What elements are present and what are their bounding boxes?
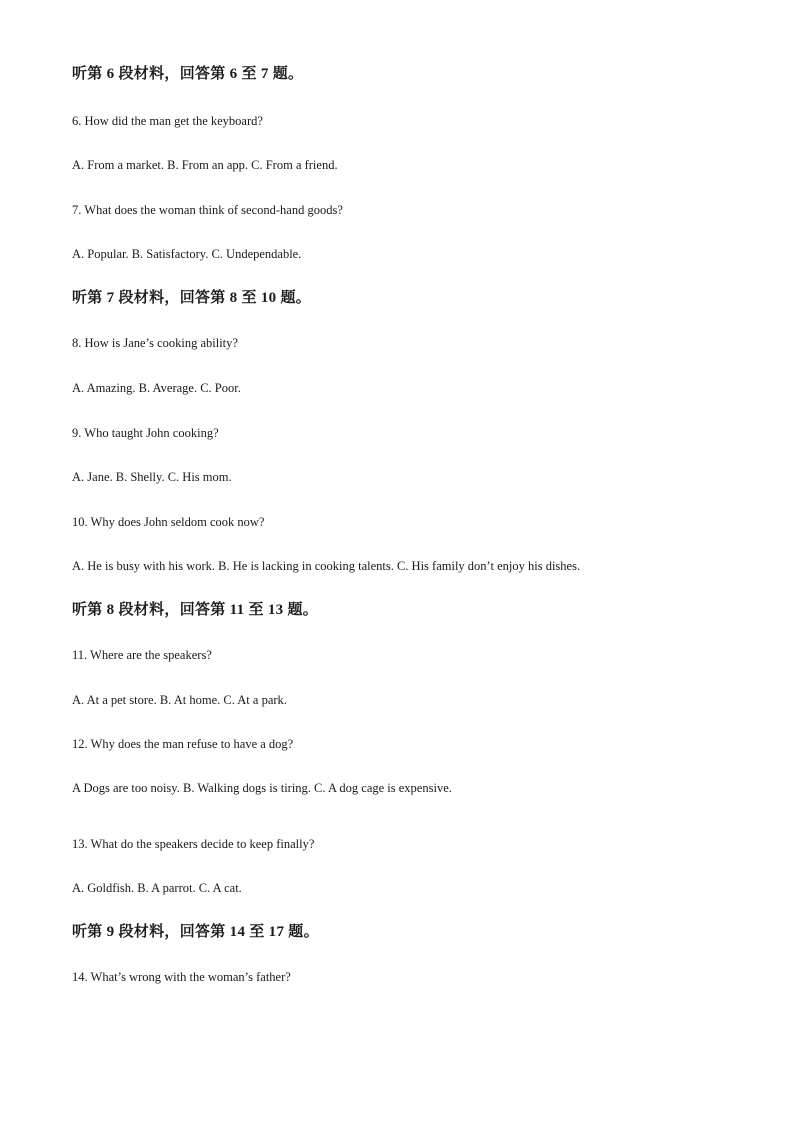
question-7: 7. What does the woman think of second-hand goods? [72,203,343,217]
section-heading-9: 听第 9 段材料，回答第 14 至 17 题。 [72,924,319,940]
section-heading-6: 听第 6 段材料，回答第 6 至 7 题。 [72,66,304,82]
question-10: 10. Why does John seldom cook now? [72,515,265,529]
options-11: A. At a pet store. B. At home. C. At a park. [72,693,287,707]
question-6: 6. How did the man get the keyboard? [72,114,263,128]
options-6: A. From a market. B. From an app. C. From a friend. [72,158,338,172]
question-13: 13. What do the speakers decide to keep finally? [72,837,315,851]
options-7: A. Popular. B. Satisfactory. C. Undependable. [72,247,302,261]
question-12: 12. Why does the man refuse to have a dog? [72,737,294,751]
options-13: A. Goldfish. B. A parrot. C. A cat. [72,881,242,895]
options-10: A. He is busy with his work. B. He is lacking in cooking talents. C. His family don’t enjoy his dishes. [72,559,581,573]
question-9: 9. Who taught John cooking? [72,426,219,440]
question-11: 11. Where are the speakers? [72,648,212,662]
question-8: 8. How is Jane’s cooking ability? [72,336,238,350]
options-12: A Dogs are too noisy. B. Walking dogs is tiring. C. A dog cage is expensive. [72,781,452,795]
question-14: 14. What’s wrong with the woman’s father? [72,970,291,984]
options-9: A. Jane. B. Shelly. C. His mom. [72,470,232,484]
options-8: A. Amazing. B. Average. C. Poor. [72,381,241,395]
section-heading-7: 听第 7 段材料，回答第 8 至 10 题。 [72,290,312,306]
section-heading-8: 听第 8 段材料，回答第 11 至 13 题。 [72,602,319,618]
